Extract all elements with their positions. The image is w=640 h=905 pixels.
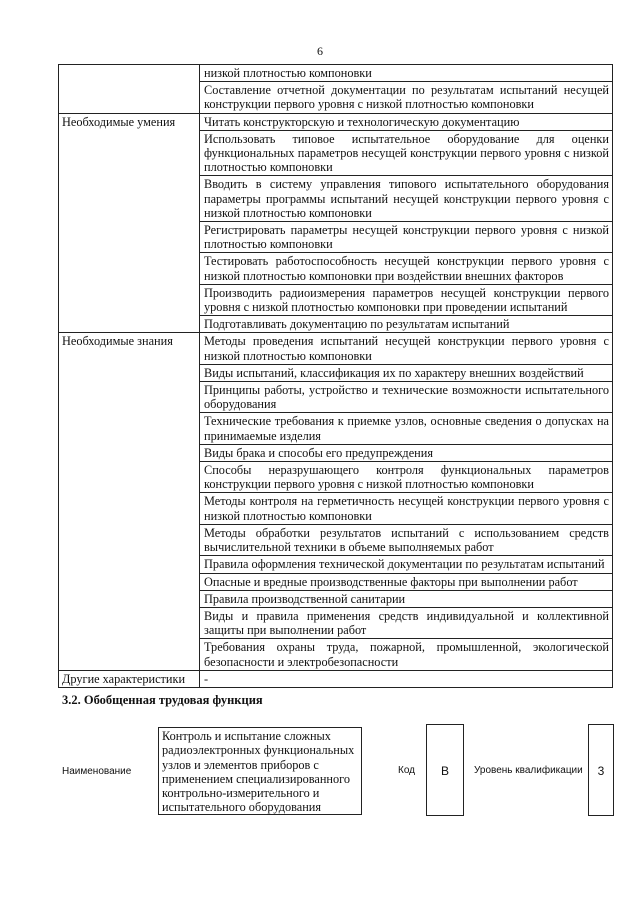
requirements-table: [58, 64, 613, 688]
name-label: Наименование: [62, 766, 132, 777]
row-item: Составление отчетной документации по результатам испытаний несущей конструкции первого уровня с низкой плотностью компоновки: [200, 82, 613, 113]
row-item: Тестировать работоспособность несущей конструкции первого уровня с низкой плотностью компоновки при воздействии внешних факторов: [200, 253, 613, 284]
row-item: Требования охраны труда, пожарной, промышленной, экологической безопасности и электробезопасности: [200, 639, 613, 670]
row-item: Вводить в систему управления типового испытательного оборудования параметры программы испытаний несущей конструкции первого уровня с низкой плотностью компоновки: [200, 176, 613, 222]
row-label: Необходимые знания: [59, 333, 200, 670]
qualification-level-label: Уровень квалификации: [474, 765, 583, 776]
table-row: [59, 333, 613, 364]
function-name-box: Контроль и испытание сложных радиоэлектронных функциональных узлов и элементов приборов с применением специализированного контрольно-измерительного и испытательного оборудования: [158, 727, 362, 815]
row-item: Виды брака и способы его предупреждения: [200, 444, 613, 461]
table-row: [59, 65, 613, 82]
qualification-level-box: 3: [588, 724, 614, 816]
row-item: Использовать типовое испытательное оборудование для оценки функциональных параметров несущей конструкции первого уровня с низкой плотностью компоновки: [200, 130, 613, 176]
row-item: Подготавливать документацию по результатам испытаний: [200, 316, 613, 333]
row-item: Технические требования к приемке узлов, основные сведения о допусках на принимаемые изделия: [200, 413, 613, 444]
code-value-box: B: [426, 724, 464, 816]
table-row: [59, 113, 613, 130]
section-title: 3.2. Обобщенная трудовая функция: [62, 693, 263, 707]
row-item: Методы контроля на герметичность несущей конструкции первого уровня с низкой плотностью компоновки: [200, 493, 613, 524]
table-row: [59, 670, 613, 687]
code-label: Код: [398, 765, 416, 776]
row-item: Регистрировать параметры несущей конструкции первого уровня с низкой плотностью компоновки: [200, 222, 613, 253]
row-item: Опасные и вредные производственные факторы при выполнении работ: [200, 573, 613, 590]
row-item: Правила производственной санитарии: [200, 590, 613, 607]
row-item: Виды испытаний, классификация их по характеру внешних воздействий: [200, 364, 613, 381]
row-label: Другие характеристики: [59, 670, 200, 687]
page-number: 6: [317, 44, 323, 58]
row-item: Методы проведения испытаний несущей конструкции первого уровня с низкой плотностью компоновки: [200, 333, 613, 364]
row-item: -: [200, 670, 613, 687]
row-item: Читать конструкторскую и технологическую документацию: [200, 113, 613, 130]
row-item: Методы обработки результатов испытаний с использованием средств вычислительной техники в объеме выполняемых работ: [200, 524, 613, 555]
row-item: Виды и правила применения средств индивидуальной и коллективной защиты при выполнении работ: [200, 607, 613, 638]
row-label: Необходимые умения: [59, 113, 200, 333]
row-label: [59, 65, 200, 114]
row-item: Правила оформления технической документации по результатам испытаний: [200, 556, 613, 573]
row-item: Производить радиоизмерения параметров несущей конструкции первого уровня с низкой плотностью компоновки при проведении испытаний: [200, 284, 613, 315]
row-item: Принципы работы, устройство и технические возможности испытательного оборудования: [200, 382, 613, 413]
row-item: Способы неразрушающего контроля функциональных параметров конструкции первого уровня с низкой плотностью компоновки: [200, 462, 613, 493]
row-item: низкой плотностью компоновки: [200, 65, 613, 82]
